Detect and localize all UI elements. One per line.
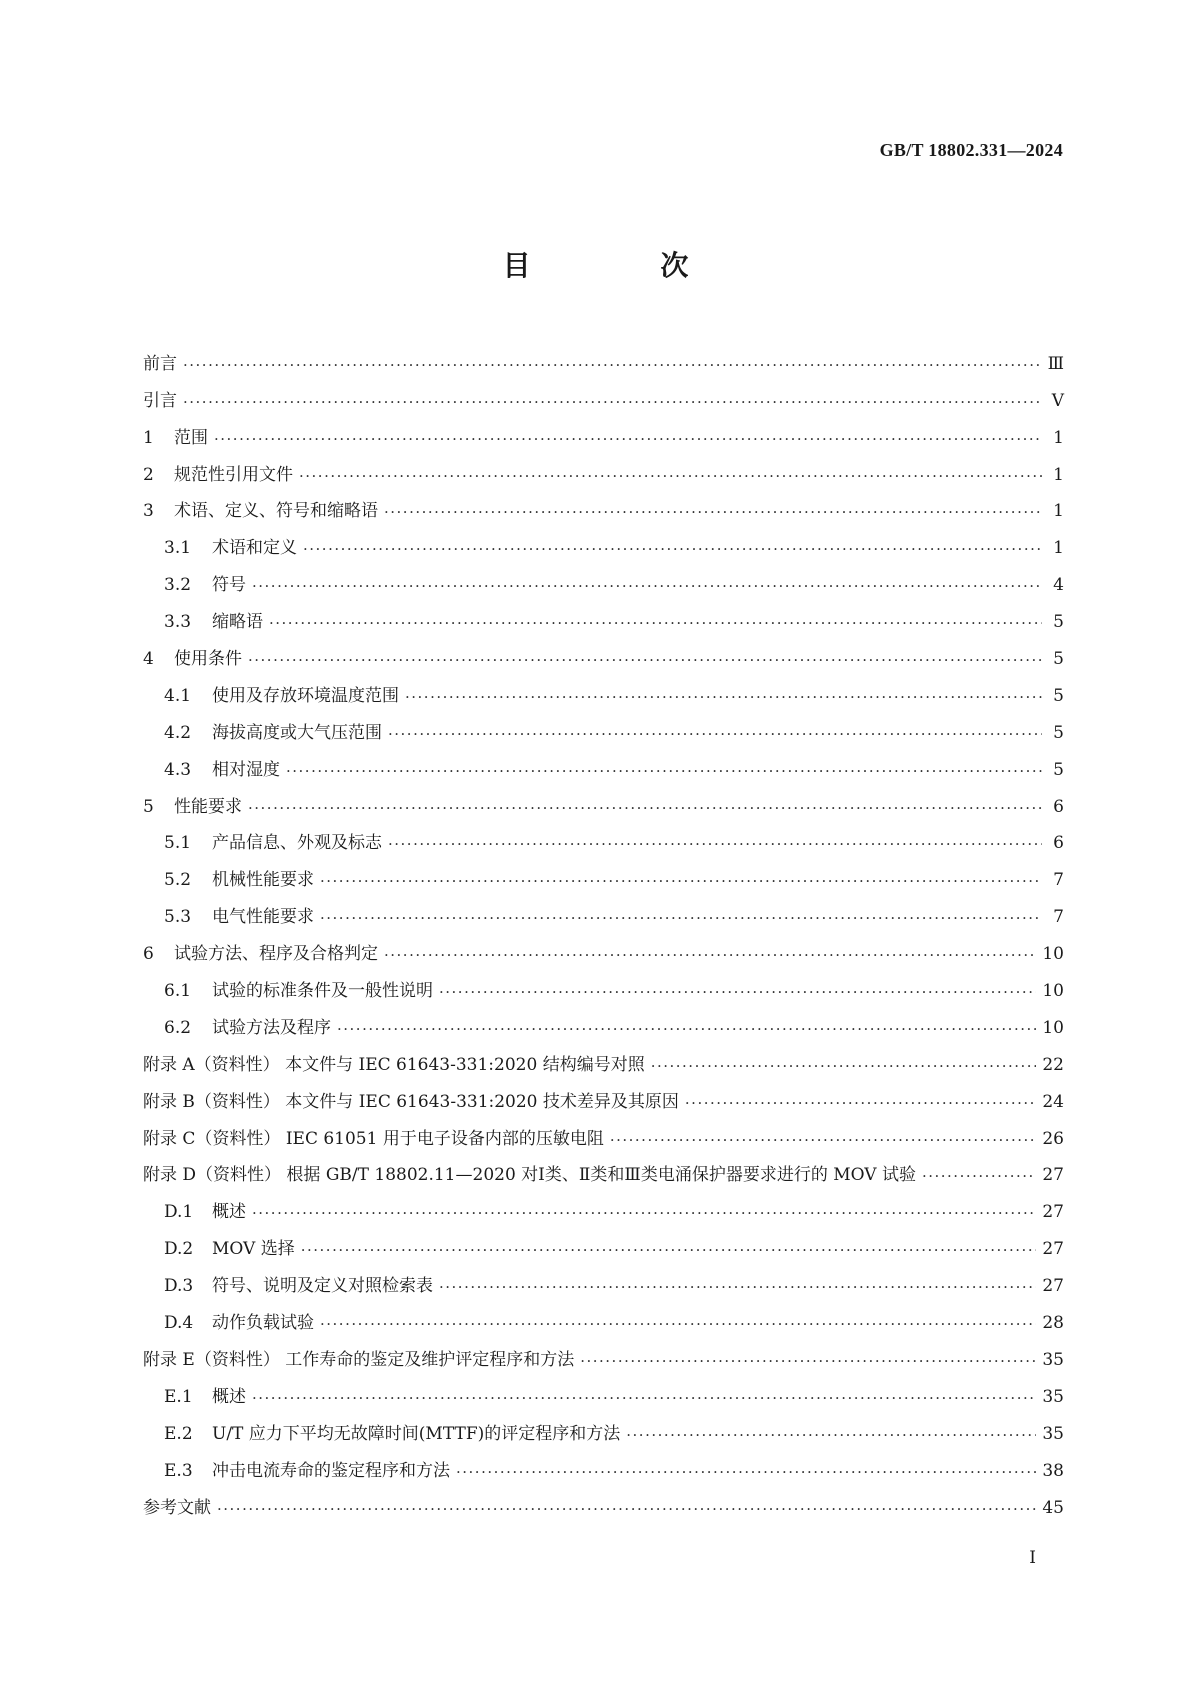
toc-leader-dots [320, 909, 1042, 927]
toc-entry-number: 3.2 [164, 575, 192, 596]
standard-code: GB/T 18802.331—2024 [879, 140, 1063, 160]
toc-entry-label: 试验的标准条件及一般性说明 [212, 981, 433, 1002]
toc-entry-page: 7 [1053, 870, 1064, 891]
toc-entry-label: 电气性能要求 [212, 907, 314, 928]
toc-entry-label: MOV 选择 [212, 1239, 295, 1260]
toc-entry-page: 1 [1053, 427, 1064, 448]
toc-entry[interactable] [143, 599, 1064, 636]
toc-entry-label: 附录 A（资料性） 本文件与 IEC 61643-331:2020 结构编号对照 [143, 1054, 645, 1075]
toc-entry[interactable] [143, 1079, 1064, 1116]
toc-entry[interactable] [143, 1300, 1064, 1337]
toc-entry-page: 10 [1042, 981, 1064, 1002]
toc-leader-dots [651, 1057, 1037, 1075]
toc-entry-page: 26 [1042, 1128, 1064, 1149]
toc-entry-label: 范围 [174, 427, 208, 448]
toc-entry-label: 缩略语 [212, 612, 263, 633]
toc-entry-number: 5.3 [164, 907, 192, 928]
toc-entry-number: E.1 [164, 1386, 193, 1407]
toc-entry-label: 术语、定义、符号和缩略语 [174, 501, 378, 522]
toc-leader-dots [610, 1131, 1037, 1149]
toc-entry-page: 5 [1053, 759, 1064, 780]
toc-entry-page: 24 [1042, 1091, 1064, 1112]
toc-leader-dots [456, 1463, 1036, 1481]
toc-leader-dots [269, 614, 1042, 632]
toc-entry[interactable] [143, 1374, 1064, 1411]
toc-entry-page: 5 [1053, 685, 1064, 706]
toc-entry-label: 参考文献 [143, 1497, 211, 1518]
toc-entry[interactable] [143, 1485, 1064, 1522]
toc-entry-page: 5 [1053, 722, 1064, 743]
page-number: Ⅰ [1029, 1548, 1036, 1568]
toc-entry[interactable] [143, 1411, 1064, 1448]
toc-entry-label: 产品信息、外观及标志 [212, 833, 382, 854]
toc-leader-dots [626, 1426, 1036, 1444]
toc-leader-dots [439, 1278, 1036, 1296]
toc-entry-page: 27 [1042, 1276, 1064, 1297]
toc-entry-label: 冲击电流寿命的鉴定程序和方法 [212, 1460, 450, 1481]
toc-entry[interactable] [143, 673, 1064, 710]
toc-entry-label: 符号 [212, 575, 246, 596]
toc-entry-page: 45 [1042, 1497, 1064, 1518]
toc-leader-dots [252, 1204, 1036, 1222]
toc-leader-dots [299, 467, 1042, 485]
toc-entry-page: 10 [1042, 1017, 1064, 1038]
toc-entry-number: 6.1 [164, 981, 192, 1002]
toc-entry-label: 相对湿度 [212, 759, 280, 780]
toc-entry[interactable] [143, 857, 1064, 894]
toc-entry-page: 27 [1042, 1165, 1064, 1186]
toc-leader-dots [217, 1500, 1036, 1518]
toc-entry-page: 38 [1042, 1460, 1064, 1481]
toc-entry-page: 7 [1053, 907, 1064, 928]
toc-entry-page: Ⅴ [1051, 390, 1064, 411]
toc-leader-dots [685, 1094, 1036, 1112]
toc-entry-number: 6.2 [164, 1017, 192, 1038]
toc-entry-number: D.3 [164, 1276, 194, 1297]
toc-entry-number: 3 [143, 501, 154, 522]
toc-entry-label: 术语和定义 [212, 538, 297, 559]
toc-entry-page: 5 [1053, 649, 1064, 670]
toc-entry-number: 4.2 [164, 722, 192, 743]
toc-leader-dots [439, 983, 1036, 1001]
toc-entry-page: Ⅲ [1047, 353, 1064, 374]
toc-title: 目 次 [502, 249, 749, 282]
toc-entry[interactable] [143, 1042, 1064, 1079]
toc-entry-number: 2 [143, 464, 154, 485]
toc-entry-page: 10 [1042, 944, 1064, 965]
toc-leader-dots [252, 1389, 1036, 1407]
toc-entry-number: 5 [143, 796, 154, 817]
toc-entry[interactable] [143, 415, 1064, 452]
toc-list [143, 341, 1064, 1522]
toc-entry[interactable] [143, 489, 1064, 526]
toc-leader-dots [405, 688, 1042, 706]
toc-entry[interactable] [143, 341, 1064, 378]
toc-leader-dots [248, 651, 1042, 669]
toc-entry-number: 3.3 [164, 612, 192, 633]
toc-entry-number: E.3 [164, 1460, 193, 1481]
toc-entry[interactable] [143, 784, 1064, 821]
toc-entry-number: 1 [143, 427, 154, 448]
toc-leader-dots [183, 356, 1042, 374]
toc-leader-dots [183, 393, 1042, 411]
toc-leader-dots [388, 835, 1042, 853]
toc-entry-number: 3.1 [164, 538, 192, 559]
toc-entry-label: 试验方法及程序 [212, 1017, 331, 1038]
toc-leader-dots [320, 872, 1042, 890]
toc-entry[interactable] [143, 1263, 1064, 1300]
toc-entry-label: 附录 D（资料性） 根据 GB/T 18802.11—2020 对Ⅰ类、Ⅱ类和Ⅲ类电涌保护器要求进行的 MOV 试验 [143, 1165, 916, 1186]
toc-entry-label: U/T 应力下平均无故障时间(MTTF)的评定程序和方法 [212, 1423, 621, 1444]
toc-entry-page: 35 [1042, 1386, 1064, 1407]
toc-leader-dots [580, 1352, 1036, 1370]
toc-entry[interactable] [143, 968, 1064, 1005]
toc-entry[interactable] [143, 562, 1064, 599]
toc-entry[interactable] [143, 1116, 1064, 1153]
toc-entry-label: 附录 B（资料性） 本文件与 IEC 61643-331:2020 技术差异及其原因 [143, 1091, 679, 1112]
toc-entry-number: 4.1 [164, 685, 192, 706]
toc-entry-page: 35 [1042, 1349, 1064, 1370]
toc-entry-number: D.1 [164, 1202, 194, 1223]
toc-entry[interactable] [143, 931, 1064, 968]
toc-entry[interactable] [143, 1189, 1064, 1226]
toc-leader-dots [384, 946, 1036, 964]
toc-entry[interactable] [143, 747, 1064, 784]
toc-entry-page: 28 [1042, 1313, 1064, 1334]
toc-entry-page: 5 [1053, 612, 1064, 633]
toc-leader-dots [286, 762, 1042, 780]
toc-entry-page: 4 [1053, 575, 1064, 596]
toc-leader-dots [248, 799, 1042, 817]
toc-entry-number: 5.2 [164, 870, 192, 891]
toc-leader-dots [337, 1020, 1036, 1038]
toc-entry[interactable] [143, 452, 1064, 489]
toc-entry-page: 35 [1042, 1423, 1064, 1444]
toc-leader-dots [303, 540, 1042, 558]
toc-entry-number: 4.3 [164, 759, 192, 780]
toc-entry-number: 6 [143, 944, 154, 965]
toc-entry-page: 27 [1042, 1239, 1064, 1260]
toc-leader-dots [320, 1315, 1036, 1333]
toc-entry[interactable] [143, 821, 1064, 858]
toc-entry-page: 27 [1042, 1202, 1064, 1223]
toc-entry[interactable] [143, 1337, 1064, 1374]
toc-entry-label: 试验方法、程序及合格判定 [174, 944, 378, 965]
toc-leader-dots [384, 503, 1042, 521]
toc-entry-label: 前言 [143, 353, 177, 374]
toc-entry-page: 1 [1053, 464, 1064, 485]
toc-entry[interactable] [143, 636, 1064, 673]
toc-entry-label: 性能要求 [174, 796, 242, 817]
toc-entry-label: 规范性引用文件 [174, 464, 293, 485]
toc-entry-label: 概述 [212, 1202, 246, 1223]
toc-entry-label: 机械性能要求 [212, 870, 314, 891]
toc-leader-dots [922, 1167, 1036, 1185]
toc-entry-label: 使用及存放环境温度范围 [212, 685, 399, 706]
toc-entry[interactable] [143, 525, 1064, 562]
toc-leader-dots [301, 1241, 1037, 1259]
toc-entry[interactable] [143, 1153, 1064, 1190]
toc-entry[interactable] [143, 710, 1064, 747]
toc-entry-label: 动作负载试验 [212, 1313, 314, 1334]
toc-entry-number: 5.1 [164, 833, 192, 854]
toc-entry[interactable] [143, 1448, 1064, 1485]
toc-entry-label: 附录 C（资料性） IEC 61051 用于电子设备内部的压敏电阻 [143, 1128, 604, 1149]
toc-entry-page: 6 [1053, 796, 1064, 817]
toc-entry-page: 6 [1053, 833, 1064, 854]
toc-entry-label: 附录 E（资料性） 工作寿命的鉴定及维护评定程序和方法 [143, 1349, 575, 1370]
toc-entry-number: 4 [143, 649, 154, 670]
toc-entry-label: 概述 [212, 1386, 246, 1407]
toc-entry[interactable] [143, 894, 1064, 931]
toc-entry-page: 22 [1042, 1054, 1064, 1075]
toc-entry-page: 1 [1053, 538, 1064, 559]
toc-leader-dots [388, 725, 1042, 743]
toc-entry[interactable] [143, 1226, 1064, 1263]
toc-entry-number: D.2 [164, 1239, 194, 1260]
toc-leader-dots [252, 577, 1042, 595]
toc-entry-page: 1 [1053, 501, 1064, 522]
toc-entry-label: 海拔高度或大气压范围 [212, 722, 382, 743]
toc-entry[interactable] [143, 1005, 1064, 1042]
toc-entry-label: 引言 [143, 390, 177, 411]
toc-entry-number: E.2 [164, 1423, 193, 1444]
toc-entry-number: D.4 [164, 1313, 194, 1334]
toc-entry[interactable] [143, 378, 1064, 415]
toc-leader-dots [214, 430, 1042, 448]
toc-entry-label: 符号、说明及定义对照检索表 [212, 1276, 433, 1297]
toc-entry-label: 使用条件 [174, 649, 242, 670]
